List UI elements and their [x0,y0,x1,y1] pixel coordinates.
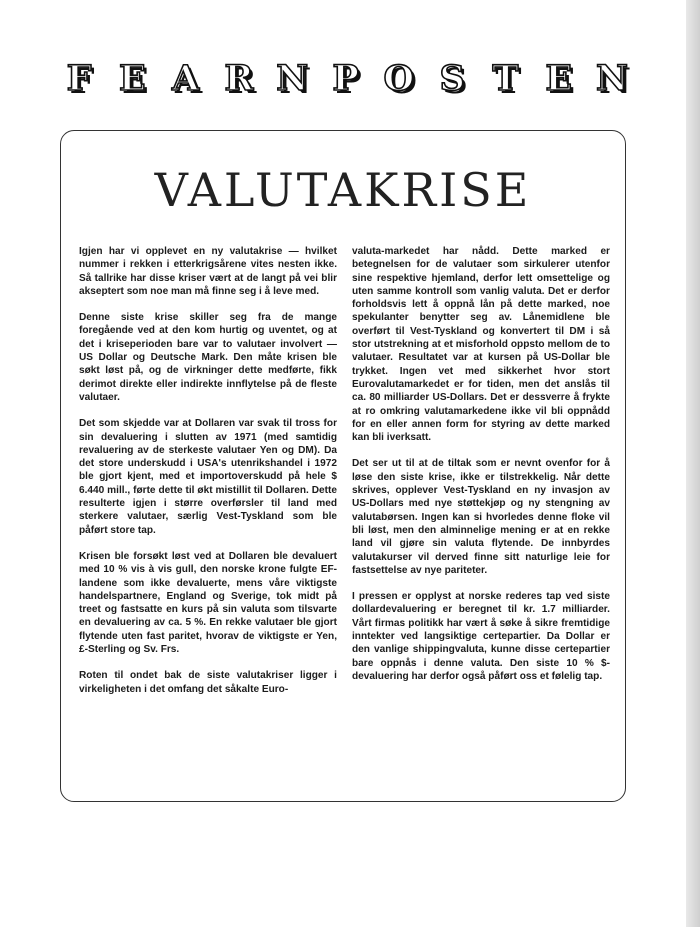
article-paragraph: Denne siste krise skiller seg fra de mange foregående ved at den kom hurtig og uventet, og at det i kriseperioden bare var to valutaer involvert — US Dollar og Deutsche Mark. Den måte krisen ble søkt løst på, og de virkninger dette medførte, fikk derimot direkte eller indirekte innflytelse på de fleste valutaer. [79,312,337,403]
scan-page-edge [686,0,700,927]
masthead-letter: R [224,57,254,99]
masthead-letter: S [439,57,465,99]
article-paragraph: I pressen er opplyst at norske rederes tap ved siste dollardevaluering er beregnet til kr. 1.7 milliarder. Vårt firmas politikk har vært å søke å sikre fremtidige inntekter ved langsiktige certepartier. Da Dollar er den vanlige shippingvaluta, kunne disse certepartier bare oppnås i denne valuta. Den siste 10 % $-devaluering har derfor også påført oss et følelig tap. [352,591,610,682]
masthead-letter: E [118,57,146,99]
masthead-letter: P [332,57,359,99]
article-paragraph: Krisen ble forsøkt løst ved at Dollaren ble devaluert med 10 % vis à vis gull, den norske krone fulgte EF-landene som ikke devaluerte, mens våre viktigste handelspartnere, England og Sverige, tok midt på treet og fastsatte en kurs på sin valuta som tilsvarte en devaluering av ca. 5 %. En rekke valutaer ble gjort flytende uten fast paritet, hvorav de viktigste er Yen, £-Sterling og Sv. Frs. [79,550,337,656]
masthead-letter: T [492,57,519,99]
article-column-right [352,245,610,696]
article-paragraph: valuta-markedet har nådd. Dette marked er betegnelsen for de valutaer som sirkulerer utenfor sine respektive hjemland, derfor lett omsettelige og uten samme kontroll som vanlig valuta. Det er derfor forholdsvis lett å oppnå lån på dette marked, noe spekulanter benytter seg av. Lånemidlene ble overført til Vest-Tyskland og konvertert til DM i så stor utstrekning at et misforhold oppsto mellom de to valutaer. Resultatet var at kursen på US-Dollar ble trykket. Ingen vet med sikkerhet hvor stort Eurovalutamarkedet er for tiden, men det anslås til ca. 80 milliarder US-Dollars. Det er dessverre å frykte at ro omkring valutamarkedene ikke vil bli oppnådd for en eller annen form for styring av dette marked kan bli iverksatt. [352,246,610,444]
masthead-letter: F [66,57,92,99]
article-paragraph: Det som skjedde var at Dollaren var svak til tross for sin devaluering i slutten av 1971 (med samtidig revaluering av de sterkeste valutaer Yen og DM). Da det store underskudd i USA's utenrikshandel i 1972 ble gjort kjent, med et importoverskudd på hele $ 6.440 mill., førte dette til økt mistillit til Dollaren. Dette resulterte igjen i større overførsler til land med sterkere valutaer, særlig Vest-Tyskland som ble påført store tap. [79,418,337,536]
article-paragraph: Igjen har vi opplevet en ny valutakrise — hvilket nummer i rekken i etterkrigsårene vites nesten ikke. Så tallrike har disse kriser vært at de langt på vei blir akseptert som noe man må finne seg i å leve med. [79,246,337,297]
masthead-letter: A [172,57,200,99]
article-paragraph: Det ser ut til at de tiltak som er nevnt ovenfor for å løse den siste krise, ikke er tilstrekkelig. Når dette skrives, opplever Vest-Tyskland en ny invasjon av US-Dollars med nye støttekjøp og ny stengning av valutabørsen. Ingen kan si hvorledes denne floke vil bli løst, men den alminnelige mening er at en rekke land vil gjøre sin valuta flytende. De innbyrdes valutakurser vil derved finne sitt naturlige leie for fastsettelse av nye pariteter. [352,458,610,576]
masthead-letter: N [595,57,628,99]
masthead [58,56,633,100]
masthead-letter: N [276,57,309,99]
article-column-left [79,245,337,709]
masthead-letter: O [383,57,415,99]
masthead-letter: E [545,57,573,99]
article-title: VALUTAKRISE [154,163,532,217]
article-paragraph: Roten til ondet bak de siste valutakriser ligger i virkeligheten i det omfang det såkalte Euro- [79,670,337,695]
